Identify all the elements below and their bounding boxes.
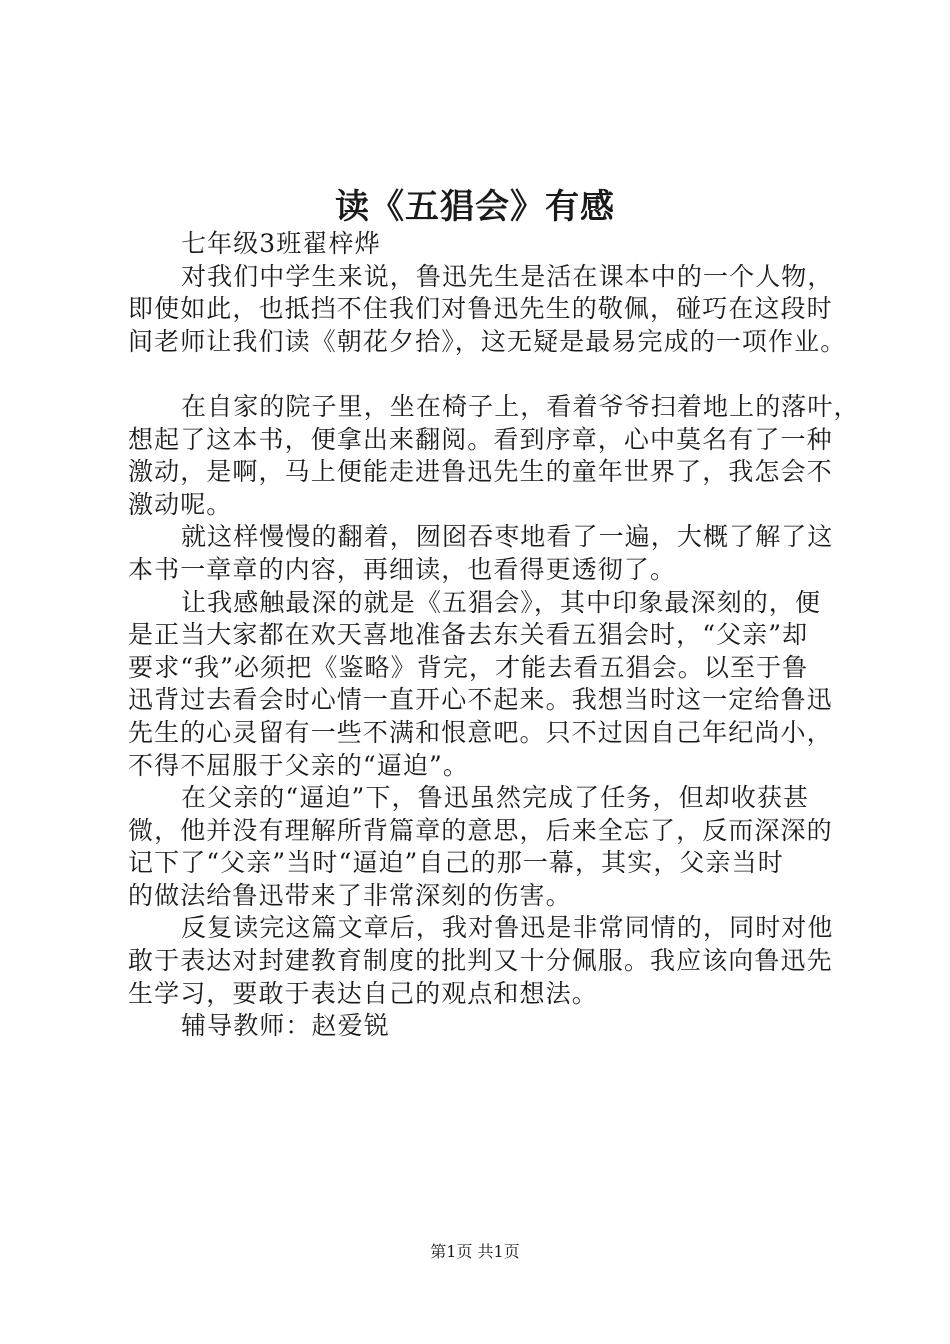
paragraph-spacer [128,358,838,391]
document-title: 读《五猖会》有感 [335,187,615,227]
text-line: 先生的心灵留有一些不满和恨意吧。只不过因自己年纪尚小， [128,717,833,747]
text-line: 迅背过去看会时心情一直开心不起来。我想当时这一定给鲁迅 [128,685,833,715]
paragraph-5 [128,782,838,912]
text-line: 在父亲的“逼迫”下，鲁迅虽然完成了任务，但却收获甚 [181,783,810,813]
text-line: 让我感触最深的就是《五猖会》，其中印象最深刻的，便 [181,587,822,617]
text-line: 微，他并没有理解所背篇章的意思，后来全忘了，反而深深的 [128,815,833,845]
text-line: 生学习，要敢于表达自己的观点和想法。 [128,978,598,1008]
document-body [128,228,860,1043]
text-line: 在自家的院子里，坐在椅子上，看着爷爷扫着地上的落叶， [181,391,860,421]
text-line: 记下了“父亲”当时“逼迫”自己的那一幕，其实，父亲当时 [128,848,784,878]
text-line: 对我们中学生来说，鲁迅先生是活在课本中的一个人物， [181,261,834,291]
paragraph-3 [128,521,838,586]
author-line: 七年级3班翟梓烨 [181,229,381,258]
text-line: 的做法给鲁迅带来了非常深刻的伤害。 [128,880,572,910]
text-line: 间老师让我们读《朝花夕拾》，这无疑是最易完成的一项作业。 [128,326,847,356]
teacher-line: 辅导教师：赵爱锐 [181,1011,390,1041]
text-line: 要求“我”必须把《鉴略》背完，才能去看五猖会。以至于鲁 [128,652,809,682]
text-line: 即使如此，也抵挡不住我们对鲁迅先生的敬佩，碰巧在这段时 [128,294,833,324]
text-line: 就这样慢慢的翻着，囫囵吞枣地看了一遍，大概了解了这 [181,522,834,552]
paragraph-6 [128,912,838,1010]
paragraph-4 [128,587,838,783]
text-line: 是正当大家都在欢天喜地准备去东关看五猖会时，“父亲”却 [128,620,809,650]
text-line: 激动呢。 [128,489,233,519]
text-line: 反复读完这篇文章后，我对鲁迅是非常同情的，同时对他 [181,913,834,943]
page-footer: 第1页 共1页 [430,1242,520,1261]
text-line: 敢于表达对封建教育制度的批判又十分佩服。我应该向鲁迅先 [128,946,833,976]
text-line: 想起了这本书，便拿出来翻阅。看到序章，心中莫名有了一种 [128,424,833,454]
paragraph-1 [128,261,847,359]
text-line: 激动，是啊，马上便能走进鲁迅先生的童年世界了，我怎会不 [128,457,833,487]
paragraph-2 [128,391,860,521]
text-line: 本书一章章的内容，再细读，也看得更透彻了。 [128,554,677,584]
text-line: 不得不屈服于父亲的“逼迫”。 [128,750,469,780]
